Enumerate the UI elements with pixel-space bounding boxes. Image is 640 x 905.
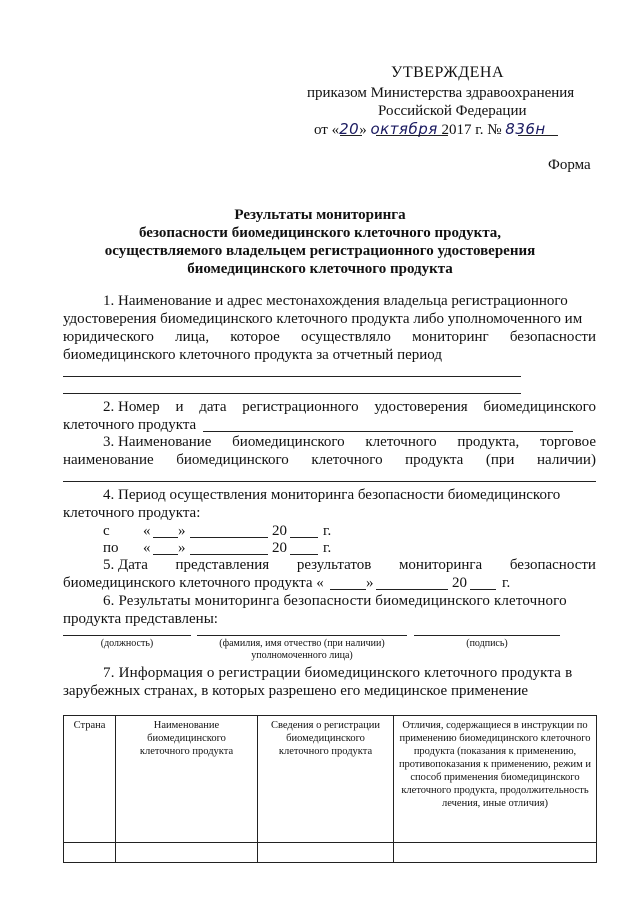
number-underline [518, 135, 558, 136]
word: 3. Наименование [103, 434, 212, 450]
item5-year-blank [470, 589, 496, 590]
item4-from-year-blank [290, 537, 318, 538]
approval-line-1: приказом Министерства здравоохранения [307, 85, 575, 101]
item4-to-quote-close: » [178, 540, 186, 556]
word: юридического [63, 329, 154, 345]
header-product-name: Наименование биомедицинского клеточного продукта [116, 716, 258, 843]
word: и [175, 399, 184, 415]
item5-year-suffix: г. [502, 575, 511, 591]
item5-line-2: биомедицинского клеточного продукта « [63, 575, 324, 591]
table-cell [64, 842, 116, 862]
item7-line-2: зарубежных странах, в которых разрешено его медицинское применение [63, 683, 529, 699]
header-differences: Отличия, содержащиеся в инструкции по применению биомедицинского клеточного продукта (показания к применению, противопоказания к применению, режим и способ применения биомедицинского клеточного продукта, продолжительность лечения, иные отличия) [394, 716, 597, 843]
signature-name-caption-2: уполномоченного лица) [251, 650, 353, 661]
item2-line-1 [103, 398, 596, 416]
item1-line-3 [63, 328, 596, 346]
word: биомедицинского [176, 452, 289, 468]
approval-title: УТВЕРЖДЕНА [391, 64, 505, 81]
item4-from-century: 20 [272, 523, 287, 539]
approval-line-2: Российской Федерации [378, 103, 527, 119]
table-cell [394, 842, 597, 862]
approval-date-line [314, 120, 546, 139]
approval-from: от « [314, 122, 340, 138]
item5-month-blank [376, 589, 448, 590]
word: наименование [63, 452, 154, 468]
word: 5. Дата [103, 557, 148, 573]
item3-line-2 [63, 451, 596, 469]
table-header-row [64, 716, 597, 843]
item1-blank-1 [63, 376, 521, 377]
word: мониторинга [398, 557, 483, 573]
item2-blank [203, 431, 573, 432]
word: биомедицинского [232, 434, 345, 450]
signature-position-caption: (должность) [100, 638, 154, 649]
item4-to-month-blank [190, 554, 268, 555]
item4-to-day-blank [153, 554, 178, 555]
signature-name-caption: (фамилия, имя отчество (при наличии) [219, 638, 385, 649]
signature-sign-caption: (подпись) [466, 638, 508, 649]
word: удостоверения [374, 399, 468, 415]
item4-line-2: клеточного продукта: [63, 505, 201, 521]
item3-blank [63, 481, 596, 482]
approval-month: октября [370, 120, 438, 138]
item4-from-year-suffix: г. [323, 523, 332, 539]
word: осуществляло [300, 329, 391, 345]
word: результатов [296, 557, 372, 573]
item4-from-quote-close: » [178, 523, 186, 539]
item6-line-1: 6. Результаты мониторинга безопасности биомедицинского клеточного [103, 593, 567, 609]
approval-year: 2017 г. № [441, 122, 502, 138]
item4-from-quote-open: « [143, 523, 151, 539]
month-underline [376, 135, 448, 136]
word: дата [199, 399, 227, 415]
item1-line-1: 1. Наименование и адрес местонахождения владельца регистрационного [103, 293, 568, 309]
word: (при [485, 452, 515, 468]
item5-line-1 [103, 556, 596, 574]
approval-number: 836н [505, 120, 546, 138]
table-cell [258, 842, 394, 862]
signature-position-line [63, 635, 191, 636]
word: биомедицинского [483, 399, 596, 415]
table-cell [116, 842, 258, 862]
word: представления [175, 557, 270, 573]
item1-line-2: удостоверения биомедицинского клеточного продукта либо уполномоченного им [63, 311, 583, 327]
word: наличии) [537, 452, 596, 468]
item1-line-4: биомедицинского клеточного продукта за отчетный период [63, 347, 442, 363]
heading-line-4: биомедицинского клеточного продукта [187, 261, 453, 277]
word: клеточного [311, 452, 383, 468]
word: регистрационного [242, 399, 359, 415]
heading-line-2: безопасности биомедицинского клеточного продукта, [138, 225, 502, 241]
word: которое [230, 329, 280, 345]
header-country: Страна [64, 716, 116, 843]
registration-table [63, 715, 597, 863]
item1-blank-2 [63, 393, 521, 394]
item5-quote-close: » [366, 575, 374, 591]
item5-day-blank [330, 589, 366, 590]
heading-line-1: Результаты мониторинга [234, 207, 406, 223]
word: продукта, [457, 434, 520, 450]
item6-line-2: продукта представлены: [63, 611, 218, 627]
item4-to-quote-open: « [143, 540, 151, 556]
approval-day: 20 [339, 120, 360, 138]
item4-line-1: 4. Период осуществления мониторинга безопасности биомедицинского [103, 487, 561, 503]
item4-to-year-suffix: г. [323, 540, 332, 556]
word: лица, [175, 329, 210, 345]
word: продукта [405, 452, 464, 468]
item7-line-1: 7. Информация о регистрации биомедицинского клеточного продукта в [103, 665, 573, 681]
word: торговое [540, 434, 596, 450]
form-label: Форма [548, 157, 591, 173]
item3-line-1 [103, 433, 596, 451]
item4-to-century: 20 [272, 540, 287, 556]
word: клеточного [365, 434, 437, 450]
item2-line-2: клеточного продукта [63, 417, 197, 433]
signature-name-line [197, 635, 407, 636]
table-row [64, 842, 597, 862]
item4-from-prefix: с [103, 523, 110, 539]
signature-sign-line [414, 635, 560, 636]
word: 2. Номер [103, 399, 160, 415]
heading-line-3: осуществляемого владельцем регистрационного удостоверения [104, 243, 536, 259]
item4-from-day-blank [153, 537, 178, 538]
word: мониторинг [412, 329, 489, 345]
item5-century: 20 [452, 575, 467, 591]
item4-from-month-blank [190, 537, 268, 538]
header-registration-info: Сведения о регистрации биомедицинского клеточного продукта [258, 716, 394, 843]
item4-to-prefix: по [103, 540, 119, 556]
word: безопасности [509, 329, 596, 345]
word: безопасности [509, 557, 596, 573]
item4-to-year-blank [290, 554, 318, 555]
day-underline [340, 135, 362, 136]
approval-quote-close: » [359, 122, 367, 138]
